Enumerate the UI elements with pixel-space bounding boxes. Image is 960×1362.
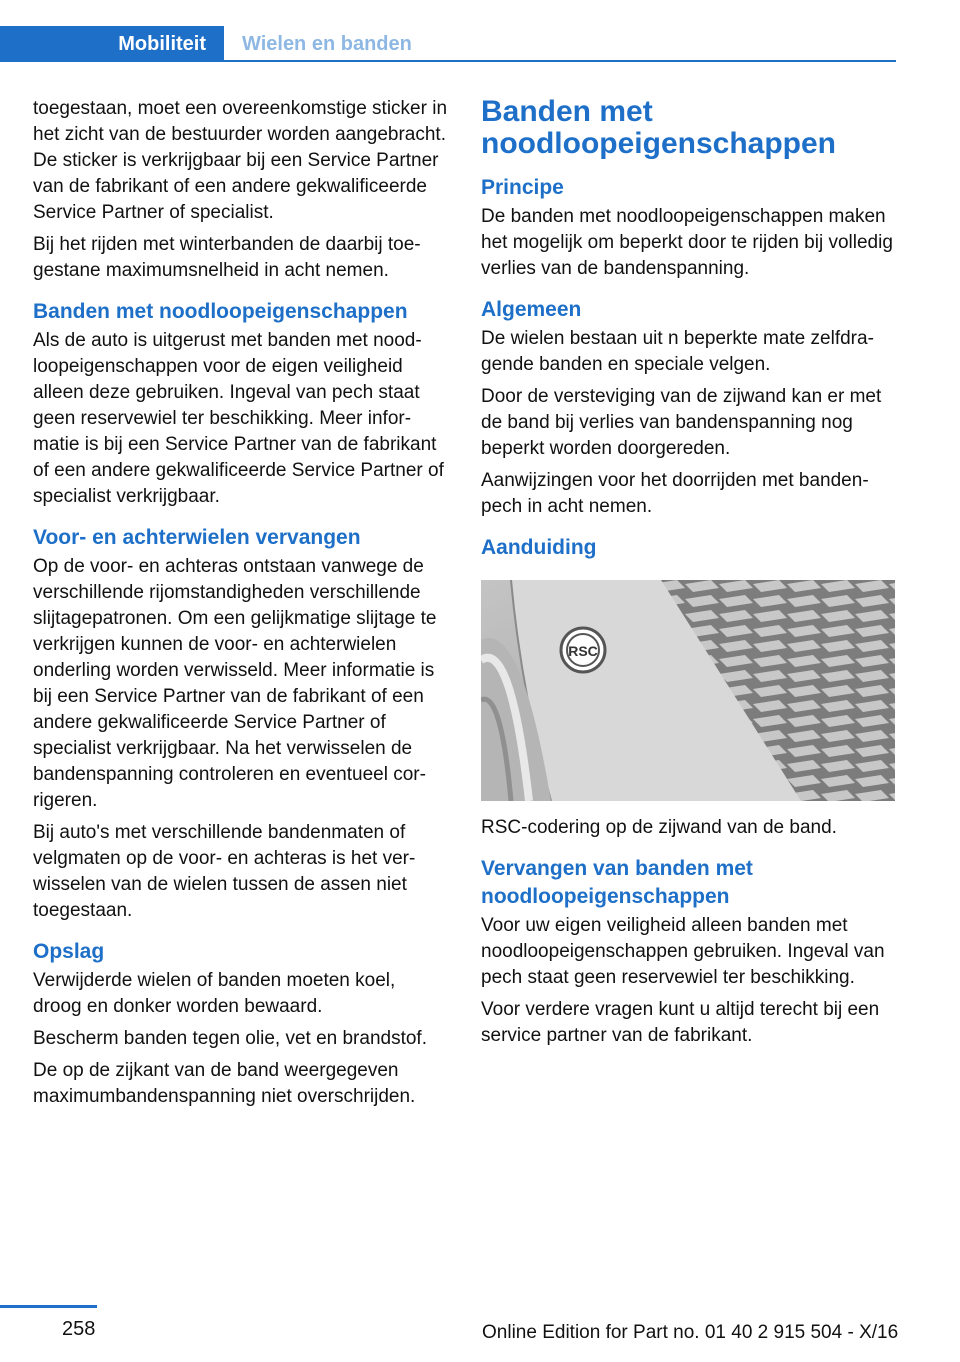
footer-divider [0,1305,97,1308]
tab-wielen-en-banden[interactable] [242,26,412,62]
header-divider [224,60,896,62]
paragraph: De wielen bestaan uit n beperkte mate zelfdragende banden en speciale velgen. [481,328,874,375]
paragraph: De op de zijkant van de band weergegeven maximumbandenspanning niet overschrijden. [33,1060,416,1107]
heading-marking: Aanduiding [481,536,597,559]
heading-replace-tires: Vervangen van banden met noodloopeigenschappen [481,857,753,908]
paragraph: Als de auto is uitgerust met banden met noodloopeigenschappen voor de eigen veiligheid alleen deze gebruiken. Ingeval van pech staat geen reservewiel ter beschikking. Meer informatie is bij een Service Partner van de fabrikant of een andere gekwalificeerde Service Partner of specialist verkrijgbaar. [33,330,444,507]
section-title: Banden met noodloopeigenschappen [481,95,837,160]
tab-wielen-en-banden-label: Wielen en banden [242,33,412,55]
right-column [481,96,895,1055]
paragraph: Aanwijzingen voor het doorrijden met bandenpech in acht nemen. [481,470,869,517]
paragraph: Door de versteviging van de zijwand kan er met de band bij verlies van bandenspanning nog beperkt worden doorgereden. [481,386,882,459]
rsc-logo: RSC [568,643,598,659]
edition-note: Online Edition for Part no. 01 40 2 915 504 - X/16 [482,1322,899,1343]
paragraph: Bij het rijden met winterbanden de daarbij toegestane maximumsnelheid in acht nemen. [33,234,421,281]
paragraph: Bij auto's met verschillende bandenmaten of velgmaten op de voor- en achteras is het verwisselen van de wielen tussen de assen niet toegestaan. [33,822,416,921]
paragraph: Op de voor- en achteras ontstaan vanwege de verschillende rijomstandigheden verschillende slijtagepatronen. Om een gelijkmatige slijtage te verkrijgen kunnen de voor- en achterwielen onderling worden verwisseld. Meer informatie is bij een Service Partner van de fabrikant of een andere gekwalificeerde Service Partner of specialist verkrijgbaar. Na het verwisselen de bandenspanning controleren en eventueel corrigeren. [33,556,437,811]
heading-swap-wheels: Voor- en achterwielen vervangen [33,526,361,549]
heading-runflat-tires: Banden met noodloopeigenschappen [33,300,408,323]
heading-storage: Opslag [33,940,105,963]
paragraph: Voor uw eigen veiligheid alleen banden met noodloopeigenschappen gebruiken. Ingeval van pech staat geen reservewiel ter beschikking. [481,915,885,988]
paragraph: toegestaan, moet een overeenkomstige sticker in het zicht van de bestuurder worden aangebracht. De sticker is verkrijgbaar bij een Service Partner van de fabrikant of een andere gekwalificeerde Service Partner of specialist. [33,98,448,223]
paragraph: Voor verdere vragen kunt u altijd terecht bij een service partner van de fabrikant. [481,999,880,1046]
paragraph: De banden met noodloopeigenschappen maken het mogelijk om beperkt door te rijden bij volledig verlies van de bandenspanning. [481,206,893,279]
tab-mobiliteit[interactable] [0,26,224,62]
left-column [33,96,447,1116]
page-number: 258 [62,1318,96,1340]
paragraph: Bescherm banden tegen olie, vet en brandstof. [33,1028,427,1049]
heading-general: Algemeen [481,298,582,321]
paragraph: Verwijderde wielen of banden moeten koel, droog en donker worden bewaard. [33,970,396,1017]
tire-sidewall-illustration [481,580,895,801]
tab-mobiliteit-label: Mobiliteit [118,32,206,55]
figure-caption: RSC-codering op de zijwand van de band. [481,817,837,838]
heading-principle: Principe [481,176,564,199]
